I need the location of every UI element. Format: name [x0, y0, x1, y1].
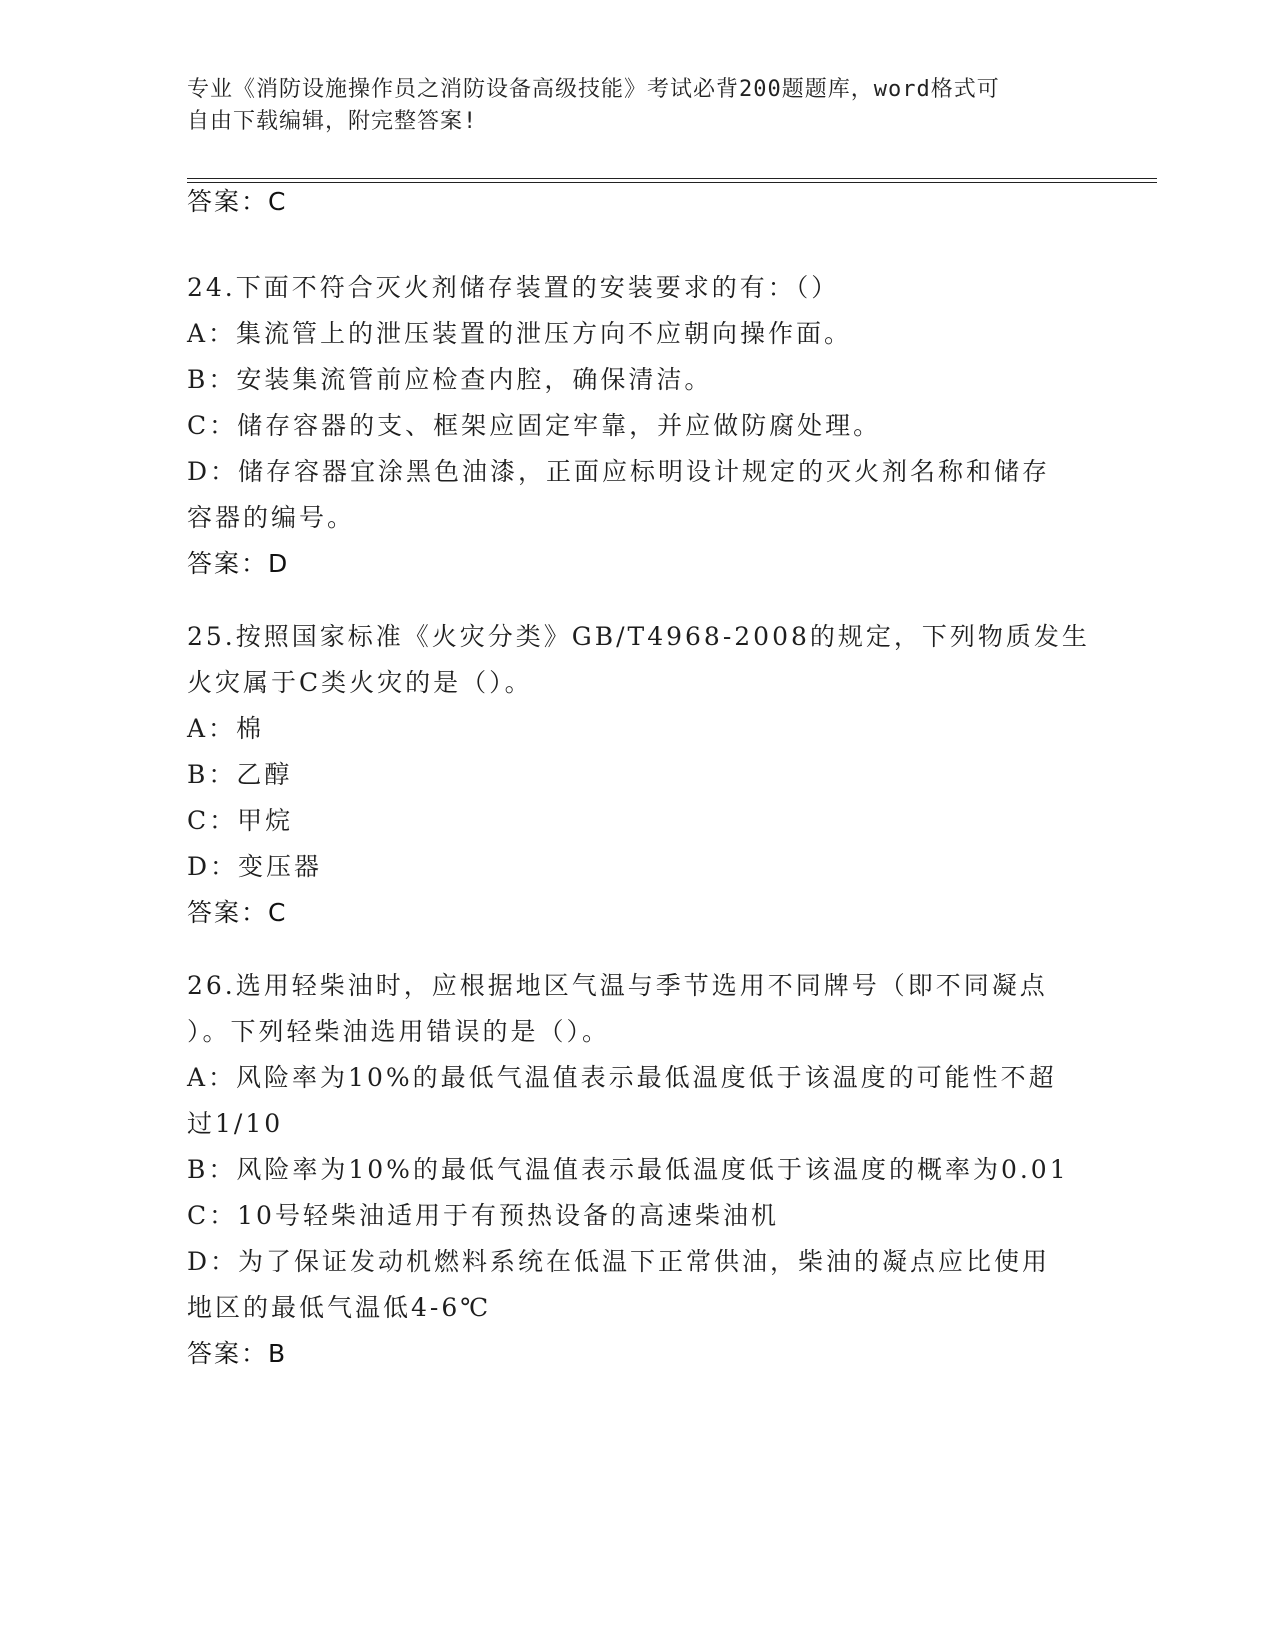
option-d: D：变压器 — [187, 852, 323, 881]
option-d-continued: 地区的最低气温低4-6℃ — [187, 1293, 492, 1322]
option-a-continued: 过1/10 — [187, 1109, 284, 1138]
option-c: C：甲烷 — [187, 806, 294, 835]
header-line-2: 自由下载编辑，附完整答案! — [187, 109, 478, 134]
question-26 — [187, 963, 1157, 1377]
answer-label: 答案：C — [187, 187, 288, 216]
answer-label: 答案：B — [187, 1339, 288, 1368]
option-d-continued: 容器的编号。 — [187, 503, 356, 532]
answer-label: 答案：D — [187, 549, 290, 578]
question-stem-continued: 火灾属于C类火灾的是（）。 — [187, 668, 533, 697]
option-b: B：安装集流管前应检查内腔，确保清洁。 — [187, 365, 713, 394]
answer-label: 答案：C — [187, 898, 288, 927]
header-line-1: 专业《消防设施操作员之消防设备高级技能》考试必背200题题库，word格式可 — [187, 77, 1000, 102]
option-c: C：储存容器的支、框架应固定牢靠，并应做防腐处理。 — [187, 411, 882, 440]
question-24 — [187, 265, 1157, 587]
question-stem: 25.按照国家标准《火灾分类》GB/T4968-2008的规定，下列物质发生 — [187, 622, 1090, 651]
question-25 — [187, 614, 1157, 936]
question-stem: 26.选用轻柴油时，应根据地区气温与季节选用不同牌号（即不同凝点 — [187, 971, 1048, 1000]
option-a: A：风险率为10%的最低气温值表示最低温度低于该温度的可能性不超 — [187, 1063, 1057, 1092]
question-stem-continued: ）。下列轻柴油选用错误的是（）。 — [187, 1017, 611, 1046]
previous-answer-block — [187, 179, 1157, 225]
option-d: D：为了保证发动机燃料系统在低温下正常供油，柴油的凝点应比使用 — [187, 1247, 1051, 1276]
option-b: B：乙醇 — [187, 760, 293, 789]
option-d: D：储存容器宜涂黑色油漆，正面应标明设计规定的灭火剂名称和储存 — [187, 457, 1051, 486]
document-header — [187, 74, 1087, 138]
option-a: A：集流管上的泄压装置的泄压方向不应朝向操作面。 — [187, 319, 853, 348]
option-a: A：棉 — [187, 714, 265, 743]
option-b: B：风险率为10%的最低气温值表示最低温度低于该温度的概率为0.01 — [187, 1155, 1069, 1184]
option-c: C：10号轻柴油适用于有预热设备的高速柴油机 — [187, 1201, 779, 1230]
question-stem: 24.下面不符合灭火剂储存装置的安装要求的有：（） — [187, 273, 840, 302]
